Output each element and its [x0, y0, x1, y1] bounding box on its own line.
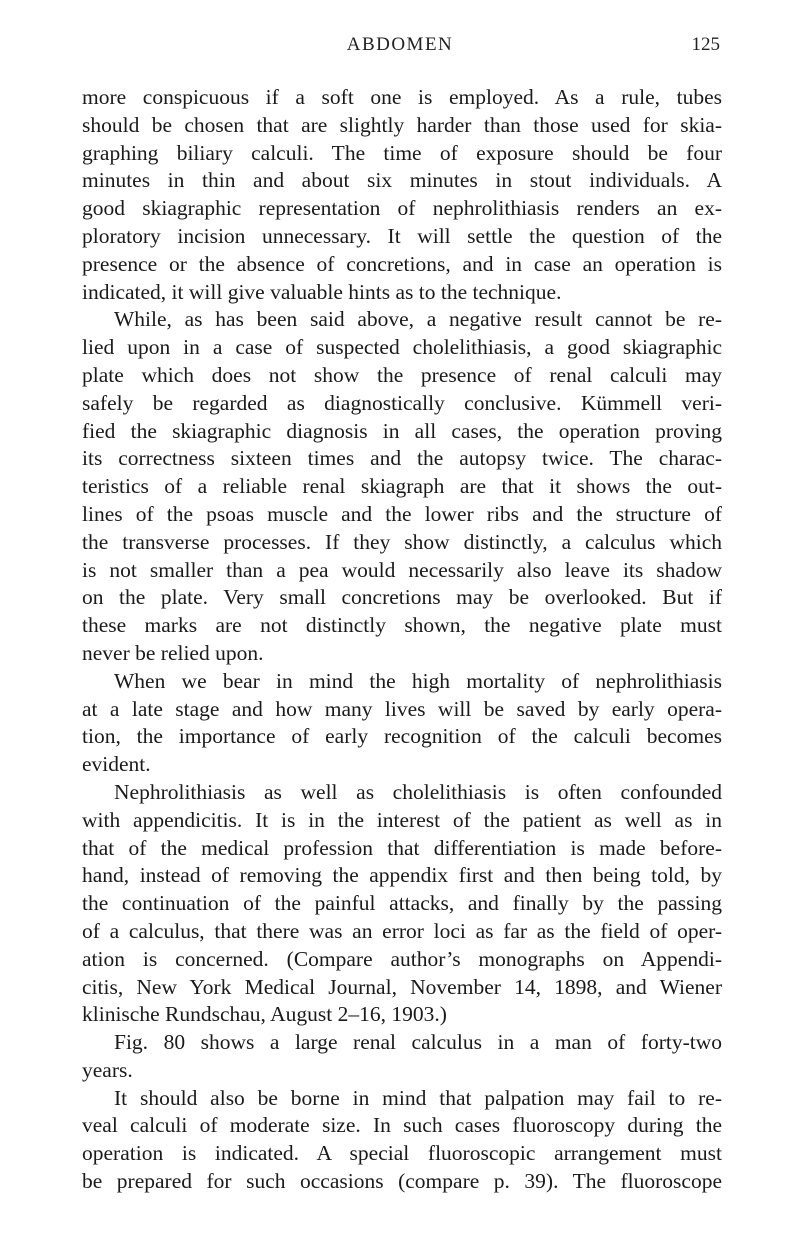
- text-line: on the plate. Very small concretions may be overlooked. But if: [82, 585, 722, 610]
- text-line: ation is concerned. (Compare author’s monographs on Appendi-: [82, 946, 722, 971]
- text-line: be prepared for such occasions (compare p. 39). The fluoroscope: [82, 1169, 722, 1194]
- text-line: graphing biliary calculi. The time of exposure should be four: [82, 140, 722, 165]
- text-line: the transverse processes. If they show distinctly, a calculus which: [82, 529, 722, 554]
- paragraph-first-line: It should also be borne in mind that palpation may fail to re-: [114, 1085, 722, 1110]
- text-line: of a calculus, that there was an error loci as far as the field of oper-: [82, 918, 722, 943]
- paragraph-first-line: Nephrolithiasis as well as cholelithiasis is often confounded: [114, 779, 722, 804]
- text-line: citis, New York Medical Journal, November 14, 1898, and Wiener: [82, 974, 722, 999]
- text-line: that of the medical profession that differentiation is made before-: [82, 835, 722, 860]
- text-line: never be relied upon.: [82, 640, 264, 665]
- text-line: more conspicuous if a soft one is employed. As a rule, tubes: [82, 85, 722, 109]
- text-line: hand, instead of removing the appendix first and then being told, by: [82, 863, 722, 888]
- text-line: these marks are not distinctly shown, the negative plate must: [82, 613, 722, 638]
- text-line: fied the skiagraphic diagnosis in all cases, the operation proving: [82, 418, 722, 443]
- text-line: klinische Rundschau, August 2–16, 1903.): [82, 1002, 447, 1027]
- text-line: is not smaller than a pea would necessarily also leave its shadow: [82, 557, 722, 582]
- paragraph-first-line: While, as has been said above, a negative result cannot be re-: [114, 307, 722, 332]
- text-line: should be chosen that are slightly harder than those used for skia-: [82, 112, 722, 137]
- paragraph-first-line: Fig. 80 shows a large renal calculus in a man of forty-two: [114, 1030, 722, 1055]
- text-line: its correctness sixteen times and the autopsy twice. The charac-: [82, 446, 722, 471]
- text-line: the continuation of the painful attacks, and finally by the passing: [82, 891, 722, 916]
- running-title: ABDOMEN: [346, 34, 454, 55]
- text-line: plate which does not show the presence of renal calculi may: [82, 362, 722, 387]
- text-line: safely be regarded as diagnostically conclusive. Kümmell veri-: [82, 390, 722, 415]
- text-line: minutes in thin and about six minutes in stout individuals. A: [82, 168, 722, 193]
- text-line: tion, the importance of early recognition of the calculi becomes: [82, 724, 722, 749]
- running-head: [80, 34, 720, 64]
- text-line: with appendicitis. It is in the interest of the patient as well as in: [82, 807, 722, 832]
- text-line: years.: [82, 1057, 133, 1082]
- text-line: lines of the psoas muscle and the lower ribs and the structure of: [82, 501, 722, 526]
- text-line: good skiagraphic representation of nephrolithiasis renders an ex-: [82, 196, 722, 221]
- text-line: lied upon in a case of suspected cholelithiasis, a good skiagraphic: [82, 335, 722, 360]
- text-line: indicated, it will give valuable hints as to the technique.: [82, 279, 562, 304]
- text-line: operation is indicated. A special fluoroscopic arrangement must: [82, 1141, 722, 1166]
- text-line: presence or the absence of concretions, and in case an operation is: [82, 251, 722, 276]
- page-number: 125: [691, 34, 720, 55]
- text-line: ploratory incision unnecessary. It will settle the question of the: [82, 223, 722, 248]
- text-line: at a late stage and how many lives will be saved by early opera-: [82, 696, 722, 721]
- text-line: evident.: [82, 752, 151, 777]
- paragraph-first-line: When we bear in mind the high mortality of nephrolithiasis: [114, 668, 722, 693]
- body-text: [82, 84, 722, 1196]
- text-line: veal calculi of moderate size. In such cases fluoroscopy during the: [82, 1113, 722, 1138]
- text-line: teristics of a reliable renal skiagraph are that it shows the out-: [82, 474, 722, 499]
